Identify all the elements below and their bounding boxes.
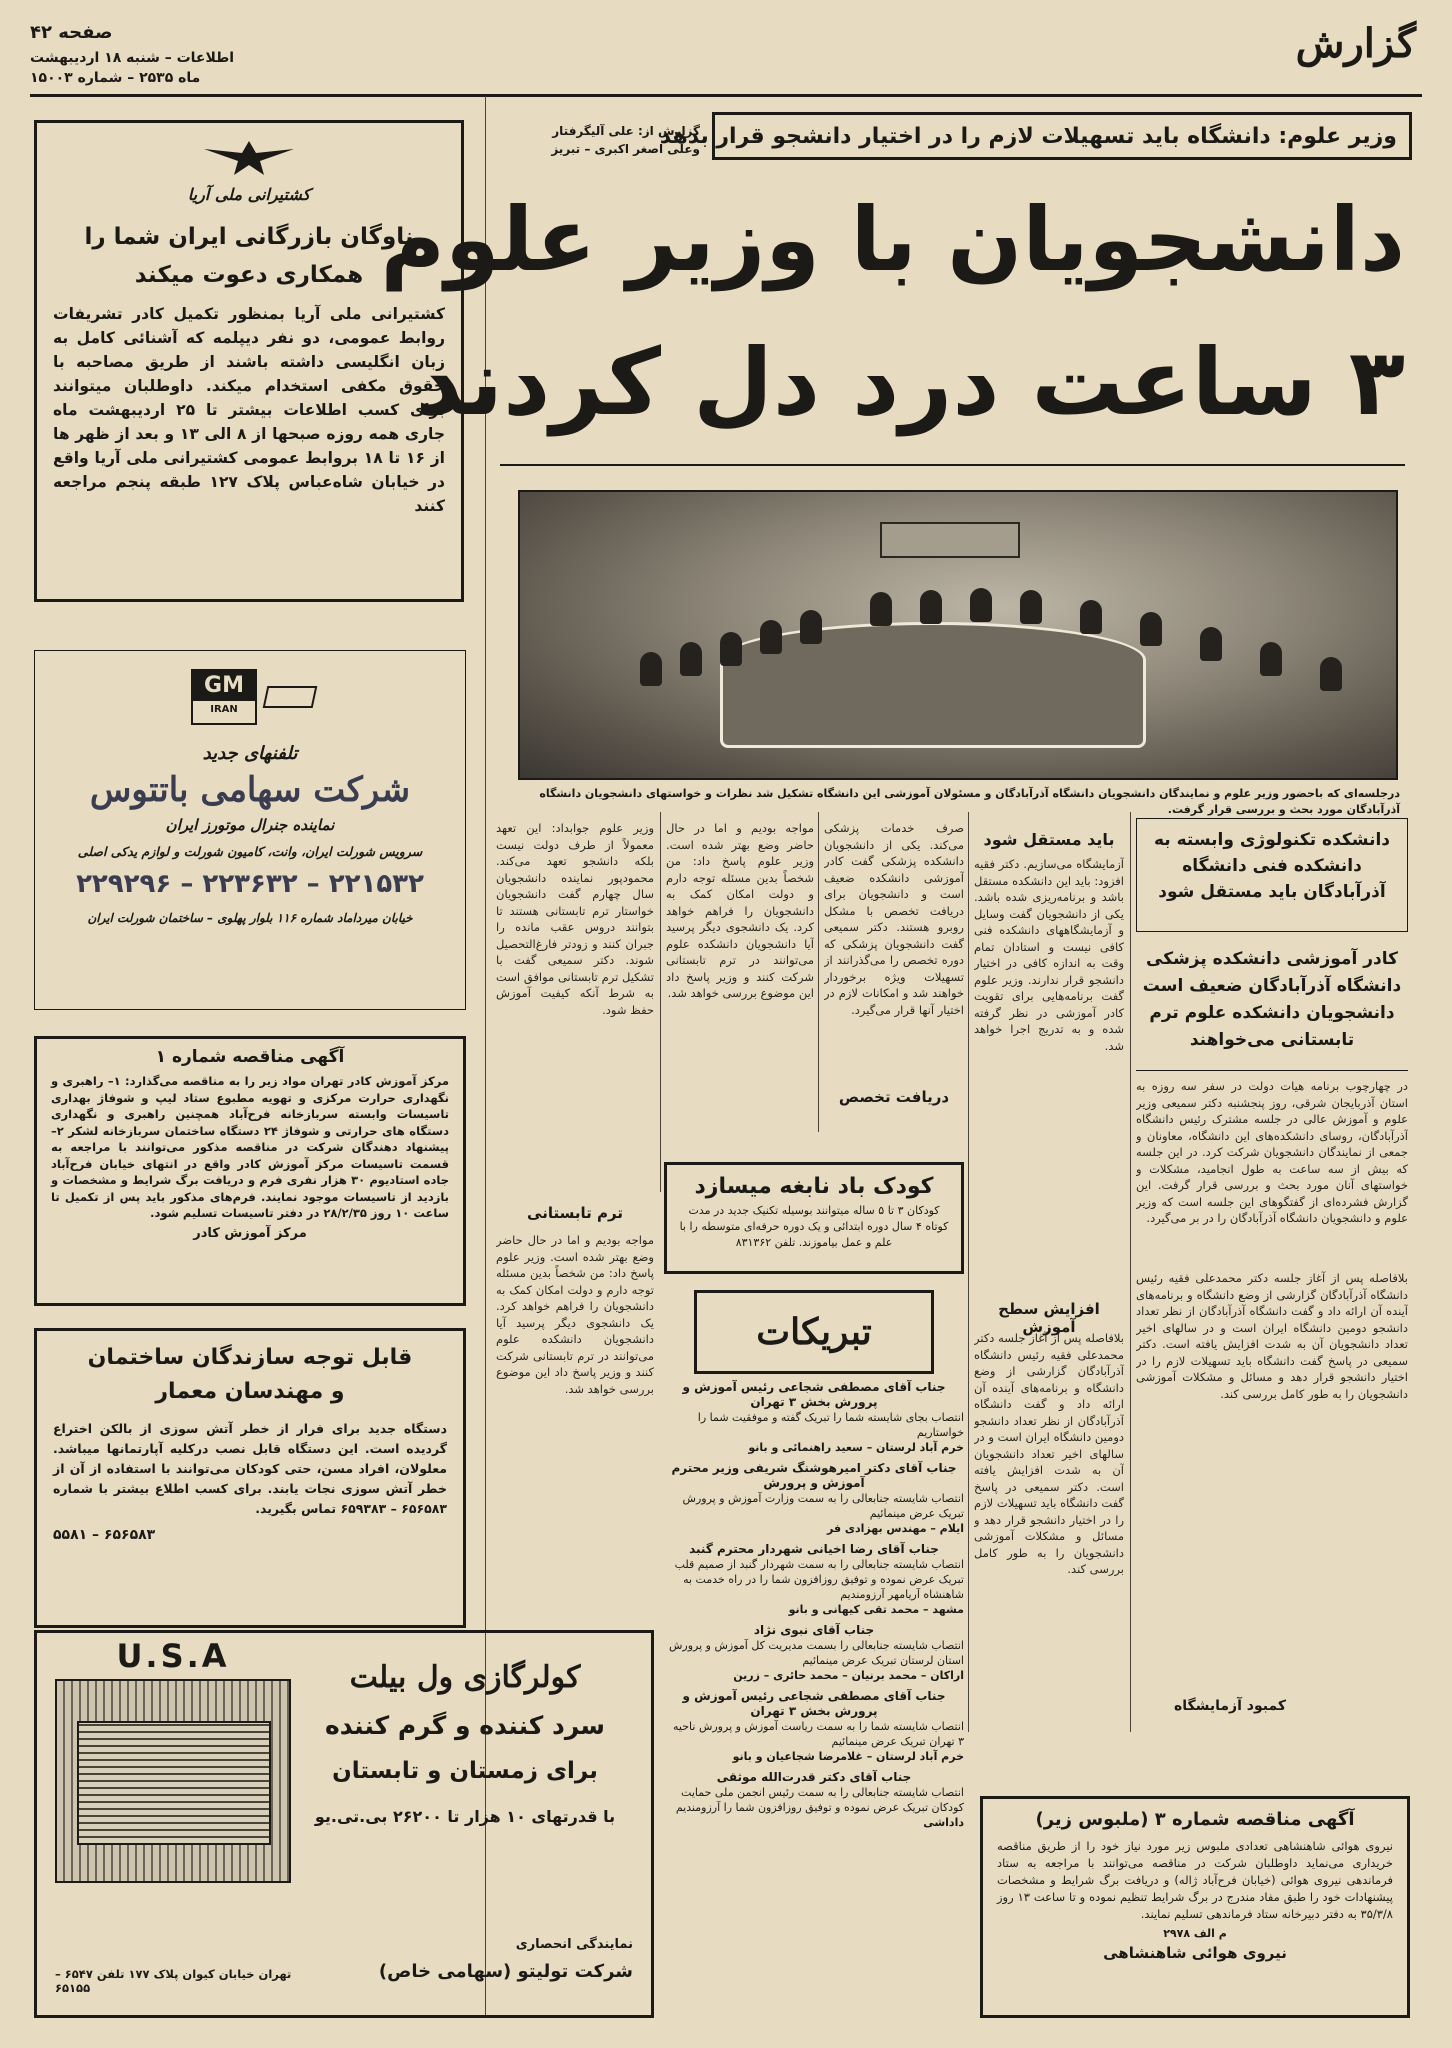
meeting-photo bbox=[518, 490, 1398, 780]
attendee bbox=[1140, 612, 1162, 646]
congrats-2-heading: جناب آقای دکتر امیرهوشنگ شریفی وزیر محترم آموزش و پرورش bbox=[671, 1461, 957, 1490]
ac-image bbox=[55, 1637, 291, 1883]
headline-line-2: ۳ ساعت درد دل کردند bbox=[415, 329, 1405, 436]
tender-3-body: نیروی هوائی شاهنشاهی تعدادی ملبوس زیر مورد نیاز خود را از طریق مناقصه خریداری می‌نماید داوطلبان شرکت در مناقصه می‌توانند با مراجعه به ستاد فرماندهی نیروی هوائی (خیابان فرح‌آباد ژاله) و دریافت برگ شرایط و مشخصات پیشنهادات خود را طبق مفاد مندرج در برگ شرایط تنظیم نموده و تا ساعت ۱۳ روز ۳۵/۳/۸ به دفتر دبیرخانه ستاد فرماندهی تسلیم نمایند. bbox=[997, 1839, 1393, 1921]
ac-company: شرکت تولیتو (سهامی خاص) bbox=[378, 1961, 633, 1982]
aria-title: ناوگان بازرگانی ایران شما را bbox=[84, 224, 414, 250]
column-rule bbox=[818, 812, 819, 1132]
attendee bbox=[640, 652, 662, 686]
builders-title-2: و مهندسان معمار bbox=[155, 1379, 345, 1404]
section-title: گزارش bbox=[1295, 20, 1416, 67]
ac-line-1: سرد کننده و گرم کننده bbox=[324, 1711, 606, 1740]
builders-title: قابل توجه سازندگان ساختمان bbox=[87, 1345, 413, 1370]
story-body-f: وزیر علوم جوابداد: این تعهد معمولاً از طرف دولت نیست بلکه دانشجو تعهد می‌کند. محمودپور نماینده دانشجویان سال چهارم گفت دانشجویان خواستار ترم تابستانی هستند تا بتوانند دروس عقب مانده را جبران کنند و زودتر فارغ‌التحصیل شوند. دکتر سمیعی گفت با تشکیل ترم تابستانی موافق است به شرط آنکه کیفیت آموزش حفظ شود. bbox=[496, 821, 654, 1017]
gm-company: شرکت سهامی باتتوس bbox=[89, 770, 411, 810]
tender-1-title: آگهی مناقصه شماره ۱ bbox=[155, 1047, 345, 1067]
chevrolet-bowtie-icon bbox=[263, 686, 318, 708]
gm-logo-sub: IRAN bbox=[210, 704, 238, 715]
aria-logo bbox=[53, 135, 445, 185]
summary-rule bbox=[1136, 1070, 1408, 1071]
aria-title-2: همکاری دعوت میکند bbox=[134, 262, 364, 288]
tender-3-sign: نیروی هوائی شاهنشاهی bbox=[1103, 1944, 1287, 1962]
story-body-a: در چهارچوب برنامه هیات دولت در سفر سه روزه به استان آذربایجان شرقی، روز پنجشنبه دکتر سمیعی وزیر علوم و آموزش عالی در جلسه مشترک رئیس دانشگاه آذرآبادگان، روسای دانشکده‌های این دانشگاه، معاونان و جمعی از نمایندگان دانشجویان شرکت کرد. در این جلسه که بیش از سه ساعت به طول انجامید، مشکلات و خواستهای آنان مورد بحث و بررسی قرار گرفت. این گزارش فشرده‌ای از گفتگوهای این جلسه است که وزیر علوم و دانشجویان دانشگاه آذرآبادگان را در بر می‌گیرد. bbox=[1136, 1079, 1408, 1225]
story-kicker-box bbox=[659, 112, 1412, 160]
attendee bbox=[1080, 600, 1102, 634]
ac-address: تهران خیابان کیوان پلاک ۱۷۷ تلفن ۶۵۴۷ – ۶۵۱۵۵ bbox=[55, 1967, 292, 1995]
gm-logo bbox=[185, 669, 315, 725]
congrats-6-heading: جناب آقای دکتر قدرت‌الله موثقی bbox=[716, 1770, 912, 1784]
attendee bbox=[1020, 590, 1042, 624]
attendee bbox=[870, 592, 892, 626]
issue-line-2: ماه ۲۵۳۵ – شماره ۱۵۰۰۳ bbox=[30, 70, 201, 86]
aria-body: کشتیرانی ملی آریا بمنظور تکمیل کادر تشریفات روابط عمومی، دو نفر دیپلمه که آشنائی کامل به زبان انگلیسی داشته باشند از طریق مصاحبه با حقوق مکفی استخدام میکند. داوطلبان میتوانند برای کسب اطلاعات بیشتر تا ۲۵ اردیبهشت ماه جاری همه روزه صبحها از ۸ الی ۱۳ و بعد از ظهر ها از ۱۶ تا ۱۸ بروابط عمومی کشتیرانی ملی آریا واقع در خیابان شاه‌عباس پلاک ۱۲۷ طبقه پنجم مراجعه کنند bbox=[53, 305, 446, 515]
gm-address: خیابان میرداماد شماره ۱۱۶ بلوار پهلوی – ساختمان شورلت ایران bbox=[87, 911, 413, 925]
tender-1-ad bbox=[34, 1036, 466, 1306]
attendee bbox=[1260, 642, 1282, 676]
subhead-independent: باید مستقل شود bbox=[983, 830, 1115, 849]
congrats-title: تبریکات bbox=[756, 1311, 872, 1353]
congrats-1-sign: خرم آباد لرستان – سعید راهنمائی و بانو bbox=[748, 1441, 964, 1454]
headline-rule bbox=[500, 464, 1405, 466]
photo-caption: درجلسه‌ای که باحضور وزیر علوم و نمایندگان دانشجویان دانشگاه آذرآبادگان و مسئولان آموزشی این دانشگاه تشکیل شد نظرات و خواستهای دانشجویان دانشگاه آذرآبادگان مورد بحث و بررسی قرار گرفت. bbox=[539, 787, 1400, 816]
summary-box-1 bbox=[1136, 818, 1408, 932]
gm-logo-text: GM bbox=[193, 671, 255, 701]
congrats-4-body: انتصاب شایسته جنابعالی را بسمت مدیریت کل آموزش و پرورش استان لرستان تبریک عرض مینمائیم bbox=[668, 1639, 964, 1667]
builders-ad bbox=[34, 1328, 466, 1628]
tender-3-title: آگهی مناقصه شماره ۳ (ملبوس زیر) bbox=[1035, 1809, 1355, 1830]
gm-ad bbox=[34, 650, 466, 1010]
story-body-f2: مواجه بودیم و اما در حال حاضر وضع بهتر شده است. وزیر علوم پاسخ داد: من شخصاً بدین مسئله توجه دارم و دولت امکان کمک به دانشجویان را فراهم خواهد کرد. یک دانشجوی دیگر پرسید آیا دانشجویان دانشکده علوم می‌توانند در ترم تابستانی شرکت کنند و وزیر پاسخ داد این موضوع بررسی خواهد شد. bbox=[496, 1233, 654, 1396]
ac-note: نمایندگی انحصاری bbox=[515, 1937, 633, 1952]
tender-1-body: مرکز آموزش کادر تهران مواد زیر را به مناقصه می‌گذارد: ۱– راهبری و نگهداری حرارت مرکزی و تهویه مطبوع ستاد لیپ و شوفاژ بهداری تاسیسات وابسته سربازخانه فرح‌آباد همچنین راهبری و نگهداری دستگاه های حرارتی و شوفاژ ۲۴ دستگاه ساختمان سربازخانه لشکر ۲– پیشنهاد دهندگان شرکت در مناقصه مذکور می‌توانند با مراجعه به قسمت تاسیسات مرکز آموزش کادر واقع در انتهای خیابان فرح‌آباد جاده استادیوم ۳۰ هزار نفری فرم و دریافت برگ شرایط و مشخصات و بازدید از تاسیسات موجود نمایند. فرم‌های مذکور باید پس از تکمیل تا ساعت ۱۰ روز ۲۸/۲/۳۵ در دفتر تاسیسات تسلیم شود. bbox=[51, 1074, 449, 1220]
issue-line: اطلاعات – شنبه ۱۸ اردیبهشت bbox=[30, 50, 235, 66]
congrats-2-body: انتصاب شایسته جنابعالی را به سمت وزارت آموزش و پرورش تبریک عرض مینمائیم bbox=[682, 1492, 964, 1520]
aria-ad bbox=[34, 120, 464, 602]
congrats-1-heading: جناب آقای مصطفی شجاعی رئیس آموزش و پرورش بخش ۳ تهران bbox=[682, 1380, 946, 1409]
tender-3-ad bbox=[980, 1796, 1410, 2018]
builders-body: دستگاه جدید برای فرار از خطر آتش سوزی از بالکن اختراع گردیده است. این دستگاه قابل نصب درکلیه آپارتمانها میباشد. معلولان، افراد مسن، حتی کودکان می‌توانند با استفاده از آن از خطر آتش سوزی نجات یابند. برای کسب اطلاع بیشتر با شماره ۶۵۶۵۸۳ – ۶۵۹۳۸۳ تماس بگیرید. bbox=[53, 1421, 447, 1516]
gm-line-2: نماینده جنرال موتورز ایران bbox=[165, 816, 335, 834]
byline-line-1: گزارش از: علی آلیگرفتار bbox=[552, 124, 700, 138]
gm-phone: ۲۲۱۵۳۲ – ۲۲۳۶۳۲ – ۲۲۹۲۹۶ bbox=[76, 869, 424, 899]
ac-line-2: برای زمستان و تابستان bbox=[332, 1758, 598, 1784]
kids-body: کودکان ۳ تا ۵ ساله میتوانند بوسیله تکنیک جدید در مدت کوتاه ۴ سال دوره ابتدائی و یک دوره حرفه‌ای متوسطه را با علم و عمل بیاموزند. تلفن ۸۳۱۳۶۲ bbox=[679, 1204, 949, 1249]
story-body-e: مواجه بودیم و اما در حال حاضر وضع بهتر شده است. وزیر علوم پاسخ داد: من شخصاً بدین مسئله توجه دارم و دولت امکان کمک به دانشجویان را فراهم خواهد کرد. یک دانشجوی دیگر پرسید آیا دانشجویان دانشکده علوم می‌توانند در ترم تابستانی شرکت کنند و وزیر پاسخ داد این موضوع بررسی خواهد شد. bbox=[666, 821, 814, 1000]
ac-line-3: با قدرتهای ۱۰ هزار تا ۲۶۲۰۰ بی.تی.یو bbox=[314, 1807, 616, 1826]
attendee bbox=[720, 632, 742, 666]
builders-phone: ۶۵۶۵۸۳ – ۵۵۸۱ bbox=[53, 1527, 156, 1543]
story-body-c: آزمایشگاه می‌سازیم. دکتر فقیه افزود: باید این دانشکده مستقل باشد و برنامه‌ریزی شده باشد. یکی از دانشجویان گفت وسایل و آزمایشگاههای دانشکده فنی کافی نیست و استادان تمام وقت به اندازه کافی در اختیار دانشجو قرار ندارند. وزیر علوم گفت برنامه‌هایی برای تقویت کادر آموزشی در نظر گرفته شده و به تدریج اجرا خواهد شد. bbox=[974, 857, 1124, 1053]
byline-line-2: وعلی اصغر اکبری – تبریز bbox=[551, 142, 700, 156]
story-byline bbox=[500, 122, 700, 158]
subhead-lab: کمبود آزمایشگاه bbox=[1173, 1698, 1286, 1714]
congrats-6-sign: داداشی bbox=[923, 1816, 964, 1829]
headline-line-1: دانشجویان با وزیر علوم bbox=[380, 188, 1405, 291]
summary-1: دانشکده تکنولوژی وابسته به دانشکده فنی دانشگاه آذرآبادگان باید مستقل شود bbox=[1153, 830, 1391, 902]
page-label: صفحه ۴۲ bbox=[30, 22, 113, 43]
congrats-banner bbox=[694, 1290, 934, 1374]
attendee bbox=[1200, 627, 1222, 661]
conference-table bbox=[720, 622, 1146, 748]
column-rule bbox=[660, 812, 661, 1192]
aria-logo-text: کشتیرانی ملی آریا bbox=[187, 185, 311, 204]
congrats-2-sign: ایلام – مهندس بهزادی فر bbox=[826, 1522, 964, 1535]
congrats-5-body: انتصاب شایسته شما را به سمت ریاست آموزش و پرورش ناحیه ۳ تهران تبریک عرض مینمائیم bbox=[673, 1720, 964, 1748]
congrats-3-heading: جناب آقای رضا اخیانی شهردار محترم گنبد bbox=[689, 1542, 939, 1556]
tender-3-code: م الف ۲۹۷۸ bbox=[1163, 1927, 1227, 1940]
congrats-6-body: انتصاب شایسته جنابعالی را به سمت رئیس انجمن ملی حمایت کودکان تبریک عرض نموده و توفیق روزافزون شما را آرزومندیم bbox=[675, 1786, 964, 1814]
attendee bbox=[920, 590, 942, 624]
ac-grille bbox=[77, 1721, 271, 1845]
story-body-b: بلافاصله پس از آغاز جلسه دکتر محمدعلی فقیه رئیس دانشگاه آذرآبادگان گزارشی از وضع دانشگاه و برنامه‌های آینده آن ارائه داد و گفت دانشگاه آذرآبادگان از نظر تعداد دانشجو دومین دانشگاه ایران است و در سالهای اخیر تعداد دانشجویان آن به شدت افزایش یافته است. دکتر سمیعی در پاسخ گفت دانشگاه باید تسهیلات لازم را در اختیار دانشجو قرار دهد و مسائل و مشکلات آموزشی دانشجویان را به طور کامل بررسی کند. bbox=[1136, 1271, 1408, 1401]
attendee bbox=[1320, 657, 1342, 691]
congrats-4-heading: جناب آقای نبوی نژاد bbox=[753, 1623, 875, 1637]
gm-line-3: سرویس شورلت ایران، وانت، کامیون شورلت و لوازم یدکی اصلی bbox=[77, 844, 423, 859]
wall-pictures bbox=[880, 522, 1020, 558]
ac-brand: کولرگازی ول بیلت bbox=[349, 1660, 581, 1695]
subhead-summer: ترم تابستانی bbox=[527, 1204, 623, 1222]
congrats-4-sign: اراکان – محمد برنیان – محمد حائری – زرین bbox=[733, 1669, 964, 1682]
ac-ad bbox=[34, 1630, 654, 2018]
story-kicker: وزیر علوم: دانشگاه باید تسهیلات لازم را در اختیار دانشجو قرار بدهد bbox=[659, 124, 1397, 149]
ac-usa-label: U.S.A bbox=[116, 1637, 230, 1675]
column-rule bbox=[968, 812, 969, 1732]
congrats-1-body: انتصاب بجای شایسته شما را تبریک گفته و موفقیت شما را خواستاریم bbox=[697, 1411, 964, 1439]
congrats-3-body: انتصاب شایسته جنابعالی را به سمت شهردار گنبد از صمیم قلب تبریک عرض نموده و توفیق روزافزون شما را در راه خدمت به شاهنشاه آریامهر آرزومندیم bbox=[674, 1558, 964, 1601]
summary-2: کادر آموزشی دانشکده پزشکی دانشگاه آذرآبادگان ضعیف است دانشجویان دانشکده علوم ترم تابستانی می‌خواهند bbox=[1142, 949, 1402, 1050]
congrats-5-sign: خرم آباد لرستان – غلامرضا شجاعیان و بانو bbox=[732, 1750, 964, 1763]
header-rule bbox=[30, 94, 1422, 97]
column-rule bbox=[1130, 812, 1131, 1732]
attendee bbox=[800, 610, 822, 644]
subhead-specialty: دریافت تخصص bbox=[838, 1088, 950, 1106]
attendee bbox=[760, 620, 782, 654]
congrats-5-heading: جناب آقای مصطفی شجاعی رئیس آموزش و پرورش بخش ۳ تهران bbox=[682, 1689, 946, 1718]
kids-title: کودک باد نابغه میسازد bbox=[694, 1174, 934, 1199]
winged-emblem-icon bbox=[194, 135, 304, 183]
congrats-3-sign: مشهد – محمد تقی کیهانی و بانو bbox=[788, 1603, 964, 1616]
attendee bbox=[970, 588, 992, 622]
congrats-column bbox=[664, 1290, 964, 2000]
subhead-level: افزایش سطح آموزش bbox=[998, 1300, 1100, 1336]
story-body-d: صرف خدمات پزشکی می‌کند. یکی از دانشجویان دانشکده پزشکی گفت کادر آموزشی دانشکده ضعیف است و دانشجویان برای دریافت تخصص با مشکل روبرو هستند. دکتر سمیعی گفت دانشجویان پزشکی که دوره تخصص را می‌گذرانند از تسهیلات ویژه برخوردار خواهند شد و امکانات لازم در اختیار آنها قرار می‌گیرد. bbox=[824, 821, 964, 1017]
attendee bbox=[680, 642, 702, 676]
tender-1-sign: مرکز آموزش کادر bbox=[193, 1225, 307, 1241]
kids-ad bbox=[664, 1162, 964, 1274]
gm-line-1: تلفنهای جدید bbox=[202, 743, 298, 764]
story-body-c2: بلافاصله پس از آغاز جلسه دکتر محمدعلی فقیه رئیس دانشگاه آذرآبادگان گزارشی از وضع دانشگاه و برنامه‌های آینده آن ارائه داد و گفت دانشگاه آذرآبادگان از نظر تعداد دانشجو دومین دانشگاه ایران است و در سالهای اخیر تعداد دانشجویان آن به شدت افزایش یافته است. دکتر سمیعی در پاسخ گفت دانشگاه باید تسهیلات لازم را در اختیار دانشجو قرار دهد و مسائل و مشکلات آموزشی دانشجویان را به طور کامل بررسی کند. bbox=[974, 1331, 1124, 1576]
